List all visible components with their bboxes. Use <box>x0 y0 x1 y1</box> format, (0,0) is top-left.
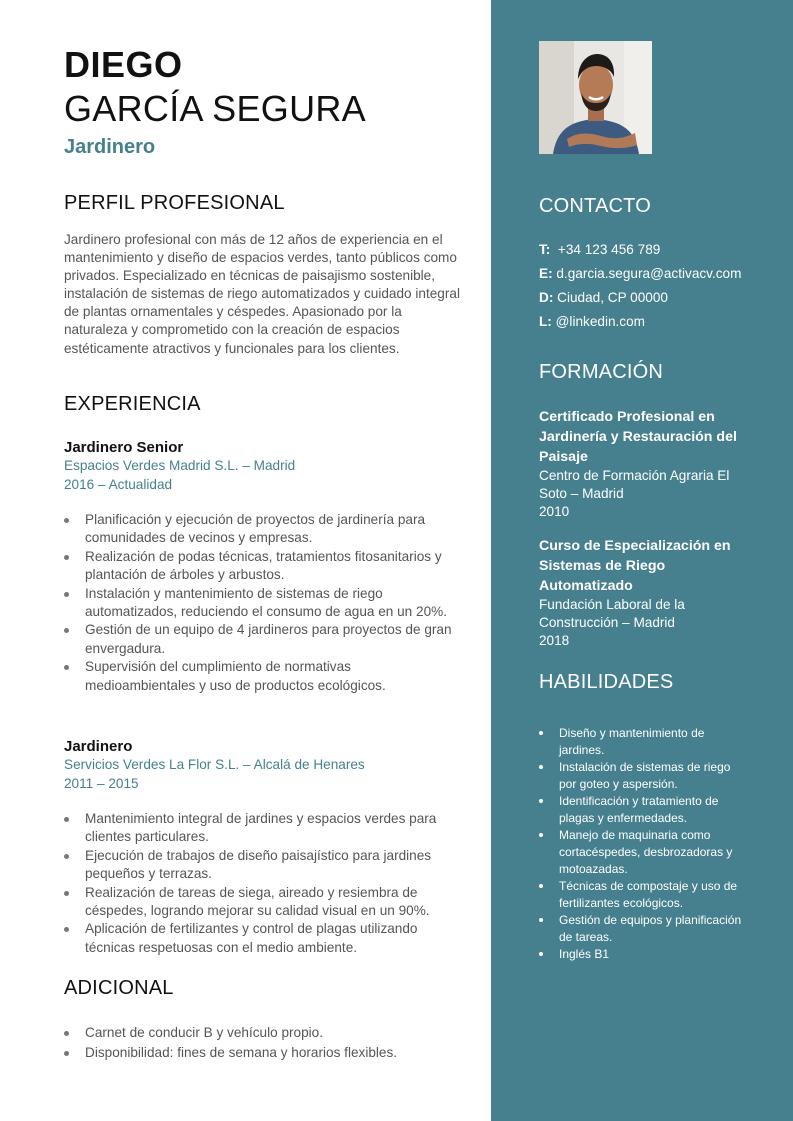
person-photo-icon <box>539 41 652 154</box>
list-item: Técnicas de compostaje y uso de fertilizantes ecológicos. <box>539 878 749 912</box>
list-item: Manejo de maquinaria como cortacéspedes, desbrozadoras y motoazadas. <box>539 827 749 878</box>
contact-label: L: <box>539 314 552 329</box>
profile-text: Jardinero profesional con más de 12 años de experiencia en el mantenimiento y diseño de espacios verdes, tanto públicos como privados. Especializado en técnicas de paisajismo sostenible, instalación de sistemas de riego automatizados y cuidado integral de plantas ornamentales y céspedes. Apasionado por la naturaleza y comprometido con la creación de espacios estéticamente atractivos y funcionales para los clientes. <box>64 232 460 356</box>
contact-list <box>539 238 779 334</box>
linkedin-value: @linkedin.com <box>555 314 645 329</box>
list-item: Carnet de conducir B y vehículo propio. <box>64 1023 464 1043</box>
list-item: Planificación y ejecución de proyectos de jardinería para comunidades de vecinos y empresas. <box>64 511 464 548</box>
profile-heading: PERFIL PROFESIONAL <box>64 192 285 214</box>
list-item: Aplicación de fertilizantes y control de plagas utilizando técnicas respetuosas con el medio ambiente. <box>64 920 464 957</box>
contact-label: T: <box>539 242 551 257</box>
contact-label: D: <box>539 290 554 305</box>
skills-list <box>539 725 749 963</box>
first-name: DIEGO <box>64 44 183 85</box>
list-item: Gestión de equipos y planificación de tareas. <box>539 912 749 946</box>
degree-title: Curso de Especialización en Sistemas de Riego Automatizado <box>539 538 731 594</box>
education-entry <box>539 536 754 650</box>
list-item: Supervisión del cumplimiento de normativas medioambientales y uso de productos ecológicos. <box>64 658 464 695</box>
experience-entry <box>64 439 464 695</box>
school-name: Fundación Laboral de la Construcción – Madrid <box>539 597 685 630</box>
additional-heading: ADICIONAL <box>64 977 174 999</box>
contact-heading: CONTACTO <box>539 195 651 217</box>
list-item: Realización de podas técnicas, tratamientos fitosanitarios y plantación de árboles y arbustos. <box>64 548 464 585</box>
job-role: Jardinero Senior <box>64 439 184 456</box>
education-year: 2018 <box>539 633 570 648</box>
education-entry <box>539 407 754 521</box>
skills-heading: HABILIDADES <box>539 671 674 693</box>
job-dates: 2016 – Actualidad <box>64 476 173 492</box>
list-item: Ejecución de trabajos de diseño paisajístico para jardines pequeños y terrazas. <box>64 847 464 884</box>
degree-title: Certificado Profesional en Jardinería y Restauración del Paisaje <box>539 409 737 465</box>
job-dates: 2011 – 2015 <box>64 775 139 791</box>
phone-value: +34 123 456 789 <box>557 242 661 257</box>
job-duties <box>64 511 464 695</box>
list-item: Realización de tareas de siega, aireado y resiembra de céspedes, logrando mejorar su calidad visual en un 90%. <box>64 884 464 921</box>
list-item: Mantenimiento integral de jardines y espacios verdes para clientes particulares. <box>64 810 464 847</box>
contact-address <box>539 286 779 310</box>
list-item: Instalación y mantenimiento de sistemas de riego automatizados, reduciendo el consumo de agua en un 20%. <box>64 585 464 622</box>
profile-photo <box>539 41 652 154</box>
list-item: Diseño y mantenimiento de jardines. <box>539 725 749 759</box>
job-company: Espacios Verdes Madrid S.L. – Madrid <box>64 458 296 473</box>
experience-heading: EXPERIENCIA <box>64 393 201 415</box>
job-company: Servicios Verdes La Flor S.L. – Alcalá de Henares <box>64 757 365 772</box>
additional-list <box>64 1023 464 1063</box>
list-item: Gestión de un equipo de 4 jardineros para proyectos de gran envergadura. <box>64 621 464 658</box>
email-value: d.garcia.segura@activacv.com <box>556 266 742 281</box>
contact-phone <box>539 238 779 262</box>
list-item: Disponibilidad: fines de semana y horarios flexibles. <box>64 1043 464 1063</box>
list-item: Identificación y tratamiento de plagas y enfermedades. <box>539 793 749 827</box>
job-role: Jardinero <box>64 738 133 755</box>
job-duties <box>64 810 464 957</box>
experience-entry <box>64 738 464 957</box>
education-year: 2010 <box>539 504 570 519</box>
contact-label: E: <box>539 266 553 281</box>
contact-linkedin <box>539 310 779 334</box>
education-heading: FORMACIÓN <box>539 361 664 383</box>
school-name: Centro de Formación Agraria El Soto – Madrid <box>539 468 730 501</box>
last-name: GARCÍA SEGURA <box>64 88 366 129</box>
address-value: Ciudad, CP 00000 <box>557 290 668 305</box>
list-item: Instalación de sistemas de riego por goteo y aspersión. <box>539 759 749 793</box>
job-title: Jardinero <box>64 136 156 158</box>
contact-email <box>539 262 779 286</box>
list-item: Inglés B1 <box>539 946 749 963</box>
